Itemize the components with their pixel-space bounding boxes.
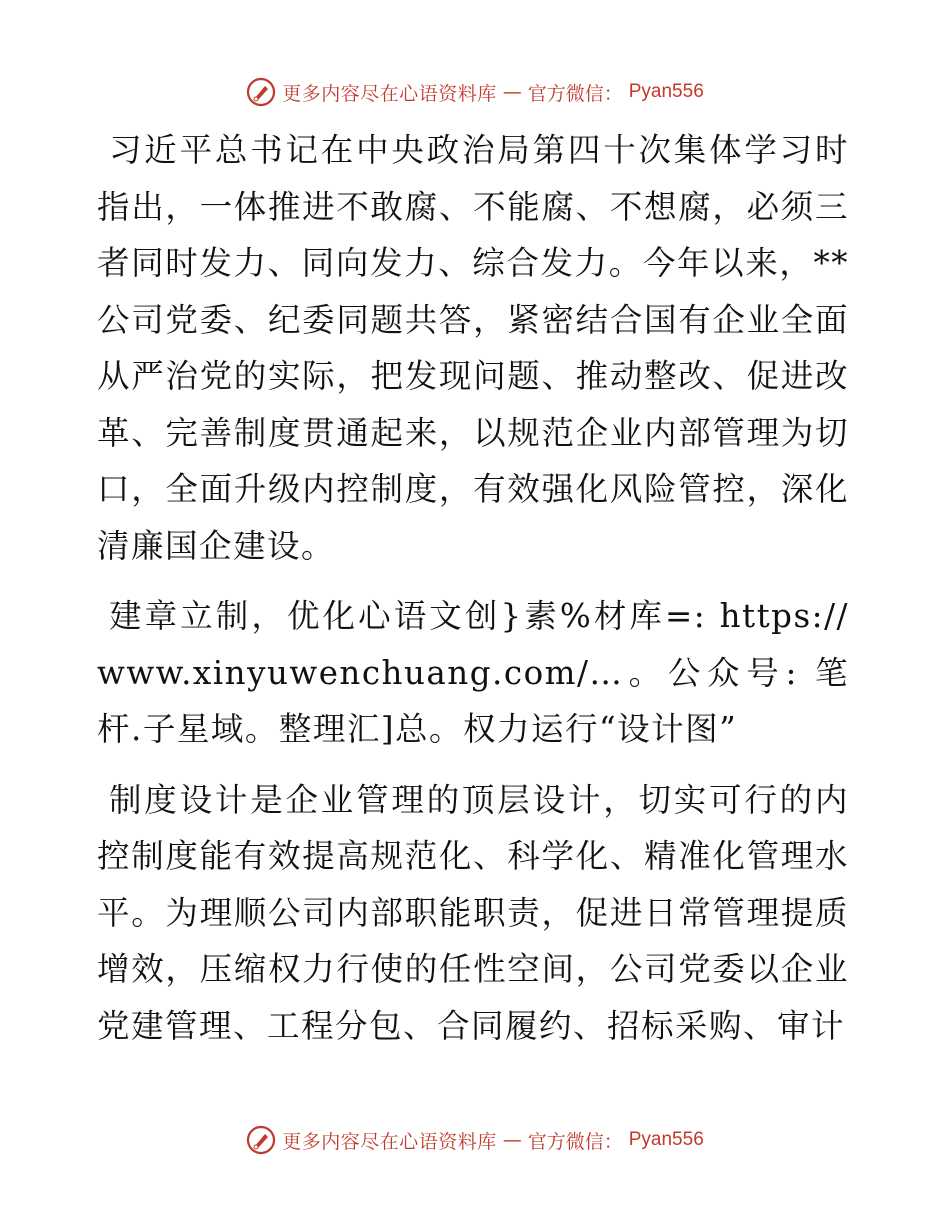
pen-nib-logo-icon — [246, 1125, 276, 1155]
paragraph-3-text: 制度设计是企业管理的顶层设计，切实可行的内控制度能有效提高规范化、科学化、精准化管理水平。为理顺公司内部职能职责，促进日常管理提质增效，压缩权力行使的任性空间，公司党委以企业党建管理、工程分包、合同履约、招标采购、审计 — [97, 780, 849, 1045]
paragraph-1-text: 习近平总书记在中央政治局第四十次集体学习时指出，一体推进不敢腐、不能腐、不想腐，必须三者同时发力、同向发力、综合发力。今年以来，**公司党委、纪委同题共答，紧密结合国有企业全面从严治党的实际，把发现问题、推动整改、促进改革、完善制度贯通起来，以规范企业内部管理为切口，全面升级内控制度，有效强化风险管控，深化清廉国企建设。 — [97, 131, 849, 565]
header-banner — [0, 72, 950, 112]
pen-nib-logo-icon — [246, 77, 276, 107]
header-wechat-id: Pyan556 — [628, 81, 704, 102]
document-body — [97, 122, 849, 1068]
footer-official-label: 官方微信： — [527, 1130, 623, 1153]
footer-wechat-id: Pyan556 — [628, 1129, 704, 1150]
footer-separator: — — [502, 1129, 522, 1151]
paragraph-2-text: 建章立制，优化心语文创}素%材库=: https://www.xinyuwenchuang.com/…。公众号: 笔杆.子星域。整理汇]总。权力运行“设计图” — [97, 597, 849, 748]
footer-brand-text: 更多内容尽在心语资料库 — [282, 1130, 497, 1153]
paragraph-3 — [97, 772, 849, 1055]
paragraph-1 — [97, 122, 849, 574]
header-brand-text: 更多内容尽在心语资料库 — [282, 82, 497, 105]
footer-banner — [0, 1120, 950, 1160]
header-official-label: 官方微信： — [527, 82, 623, 105]
paragraph-2 — [97, 588, 849, 758]
header-separator: — — [502, 81, 522, 103]
